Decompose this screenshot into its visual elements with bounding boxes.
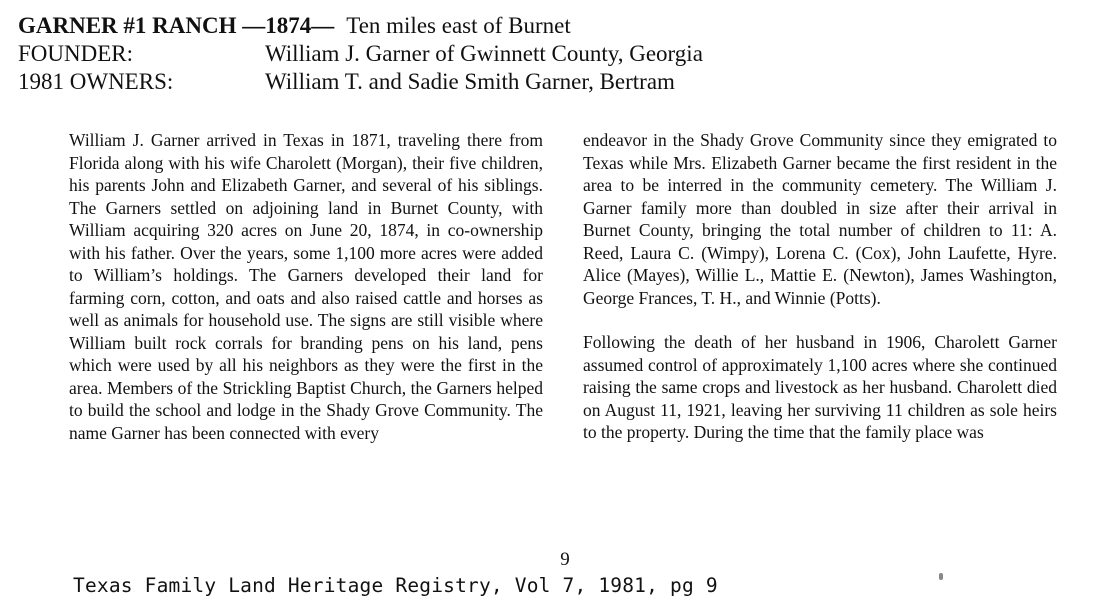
- founder-row: [18, 40, 1078, 68]
- ranch-location: Ten miles east of Burnet: [346, 13, 571, 38]
- ranch-header: [18, 12, 1078, 96]
- left-column: [69, 129, 543, 444]
- right-column: [583, 129, 1057, 444]
- ranch-title: GARNER #1 RANCH —1874—: [18, 13, 335, 38]
- owners-row: [18, 68, 1078, 96]
- left-paragraph: William J. Garner arrived in Texas in 1871, traveling there from Florida along with his wife Charolett (Morgan), their five children, his parents John and Elizabeth Garner, and several of his siblings. The Garners settled on adjoining land in Burnet County, with William acquiring 320 acres on June 20, 1874, in co-ownership with his father. Over the years, some 1,100 more acres were added to William’s holdings. The Garners developed their land for farming corn, cotton, and oats and also raised cattle and horses as well as animals for household use. The signs are still visible where William built rock corrals for branding pens on his land, pens which were used by all his neighbors as they were the first in the area. Members of the Strickling Baptist Church, the Garners helped to build the school and lodge in the Shady Grove Community. The name Garner has been connected with every: [69, 130, 543, 443]
- page-number: 9: [560, 549, 570, 570]
- scan-speck: [939, 573, 943, 580]
- owners-value: William T. and Sadie Smith Garner, Bertram: [265, 69, 675, 94]
- right-paragraph-1: endeavor in the Shady Grove Community since they emigrated to Texas while Mrs. Elizabeth Garner became the first resident in the area to be interred in the community cemetery. The William J. Garner family more than doubled in size after their arrival in Burnet County, bringing the total number of children to 11: A. Reed, Laura C. (Wimpy), Lorena C. (Cox), John Laufette, Hyre. Alice (Mayes), Willie L., Mattie E. (Newton), James Washington, George Frances, T. H., and Winnie (Potts).: [583, 130, 1057, 308]
- title-row: [18, 12, 1078, 40]
- founder-label: FOUNDER:: [18, 41, 134, 66]
- right-paragraph-2: Following the death of her husband in 1906, Charolett Garner assumed control of approximately 1,100 acres where she continued raising the same crops and livestock as her husband. Charolett died on August 11, 1921, leaving her surviving 11 children as sole heirs to the property. During the time that the family place was: [583, 332, 1057, 442]
- owners-label: 1981 OWNERS:: [18, 69, 174, 94]
- footer-citation: Texas Family Land Heritage Registry, Vol 7, 1981, pg 9: [73, 574, 718, 597]
- founder-value: William J. Garner of Gwinnett County, Georgia: [265, 41, 703, 66]
